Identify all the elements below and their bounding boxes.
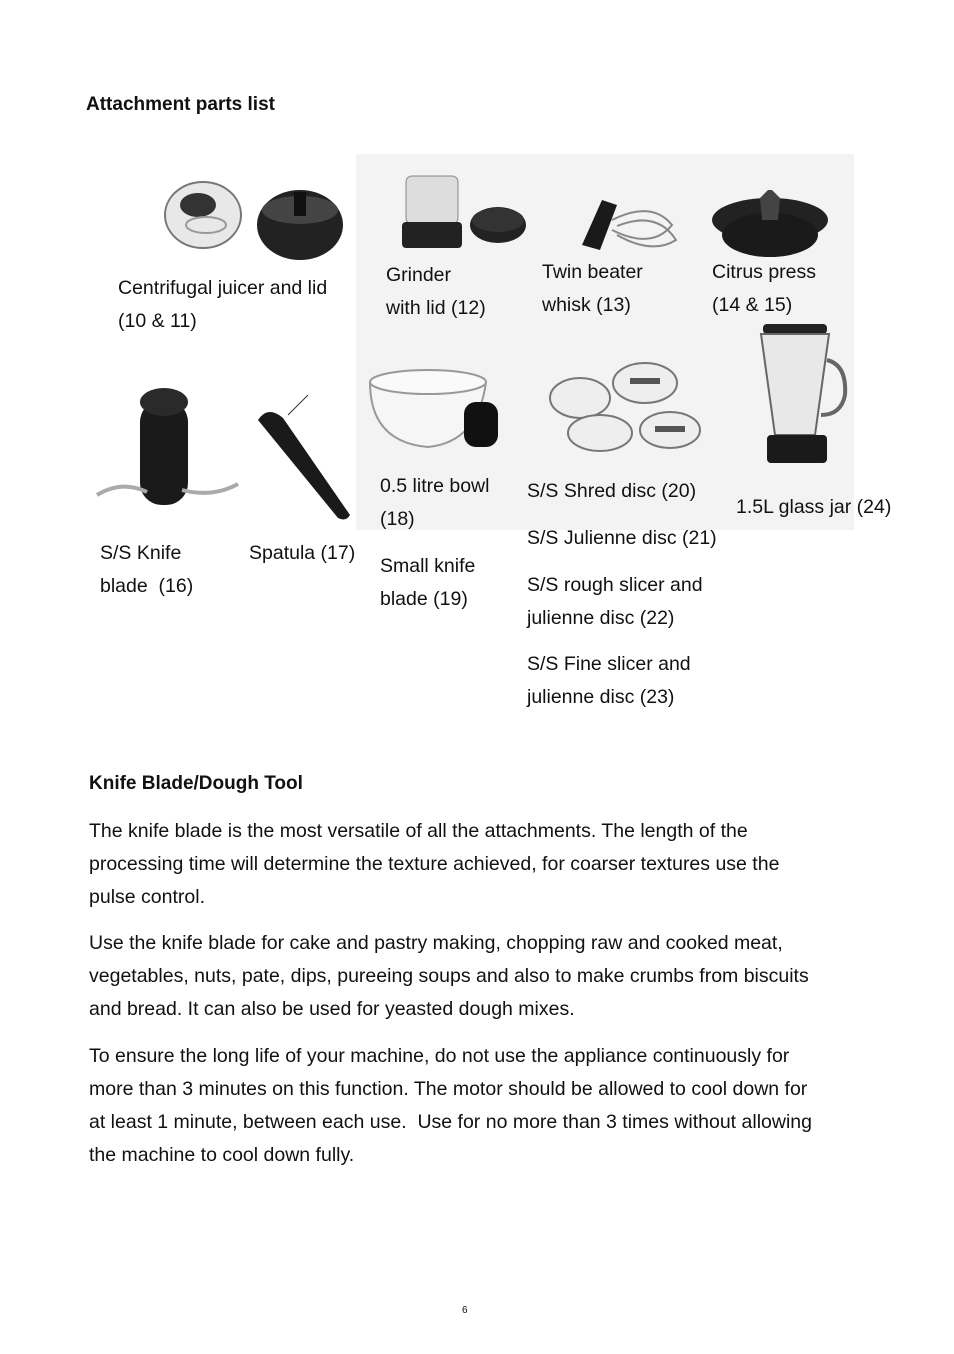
label-julienne-disc bbox=[527, 522, 717, 555]
twin-beater-whisk-image bbox=[572, 190, 682, 260]
label-line: with lid (12) bbox=[386, 297, 486, 319]
text-line: pulse control. bbox=[89, 886, 205, 908]
litre-bowl-image bbox=[368, 362, 518, 462]
label-rough-slicer-disc bbox=[527, 569, 703, 635]
text-line: the machine to cool down fully. bbox=[89, 1144, 355, 1166]
label-line: whisk (13) bbox=[542, 294, 631, 316]
label-knife-blade bbox=[100, 537, 193, 603]
text-line: Use the knife blade for cake and pastry making, chopping raw and cooked meat, bbox=[89, 932, 783, 954]
spatula-image bbox=[248, 390, 358, 525]
label-line: Citrus press bbox=[712, 261, 817, 283]
label-litre-bowl bbox=[380, 470, 489, 536]
label-line: blade (19) bbox=[380, 588, 468, 610]
label-line: S/S Shred disc (20) bbox=[527, 480, 697, 502]
label-line: 0.5 litre bowl bbox=[380, 475, 490, 497]
text-line: To ensure the long life of your machine, do not use the appliance continuously for bbox=[89, 1045, 790, 1067]
label-line: Twin beater bbox=[542, 261, 643, 283]
label-line: Small knife bbox=[380, 555, 476, 577]
label-twin-beater-whisk bbox=[542, 256, 643, 322]
label-line: (14 & 15) bbox=[712, 294, 793, 316]
label-line: julienne disc (23) bbox=[527, 686, 675, 708]
label-line: blade (16) bbox=[100, 575, 194, 597]
text-line: more than 3 minutes on this function. The motor should be allowed to cool down for bbox=[89, 1078, 808, 1100]
label-line: Spatula (17) bbox=[249, 542, 356, 564]
label-grinder bbox=[386, 259, 486, 325]
glass-jar-image bbox=[745, 320, 855, 470]
label-line: (10 & 11) bbox=[118, 310, 197, 332]
text-line: processing time will determine the texture achieved, for coarser textures use the bbox=[89, 853, 780, 875]
label-line: S/S Knife bbox=[100, 542, 182, 564]
paragraph-2 bbox=[89, 927, 889, 1026]
page-number: 6 bbox=[462, 1305, 468, 1316]
label-shred-disc bbox=[527, 475, 696, 508]
text-line: vegetables, nuts, pate, dips, pureeing soups and also to make crumbs from biscuits bbox=[89, 965, 809, 987]
slicer-discs-image bbox=[545, 358, 710, 458]
label-centrifugal-juicer bbox=[118, 272, 327, 338]
section-heading-knife-blade: Knife Blade/Dough Tool bbox=[89, 773, 303, 794]
label-spatula bbox=[249, 537, 355, 570]
label-small-knife-blade bbox=[380, 550, 475, 616]
section-heading-attachments: Attachment parts list bbox=[86, 94, 275, 115]
label-line: S/S rough slicer and bbox=[527, 574, 703, 596]
centrifugal-juicer-image bbox=[158, 170, 353, 265]
label-glass-jar bbox=[736, 491, 891, 524]
text-line: and bread. It can also be used for yeasted dough mixes. bbox=[89, 998, 575, 1020]
paragraph-1 bbox=[89, 815, 889, 914]
knife-blade-image bbox=[92, 380, 242, 520]
grinder-image bbox=[398, 170, 533, 255]
label-line: Grinder bbox=[386, 264, 452, 286]
label-line: julienne disc (22) bbox=[527, 607, 675, 629]
label-citrus-press bbox=[712, 256, 816, 322]
label-line: S/S Fine slicer and bbox=[527, 653, 691, 675]
label-line: Centrifugal juicer and lid bbox=[118, 277, 328, 299]
text-line: at least 1 minute, between each use. Use for no more than 3 times without allowing bbox=[89, 1111, 812, 1133]
label-line: S/S Julienne disc (21) bbox=[527, 527, 717, 549]
label-fine-slicer-disc bbox=[527, 648, 691, 714]
label-line: (18) bbox=[380, 508, 415, 530]
paragraph-3 bbox=[89, 1040, 889, 1172]
citrus-press-image bbox=[708, 190, 836, 260]
text-line: The knife blade is the most versatile of all the attachments. The length of the bbox=[89, 820, 748, 842]
label-line: 1.5L glass jar (24) bbox=[736, 496, 892, 518]
